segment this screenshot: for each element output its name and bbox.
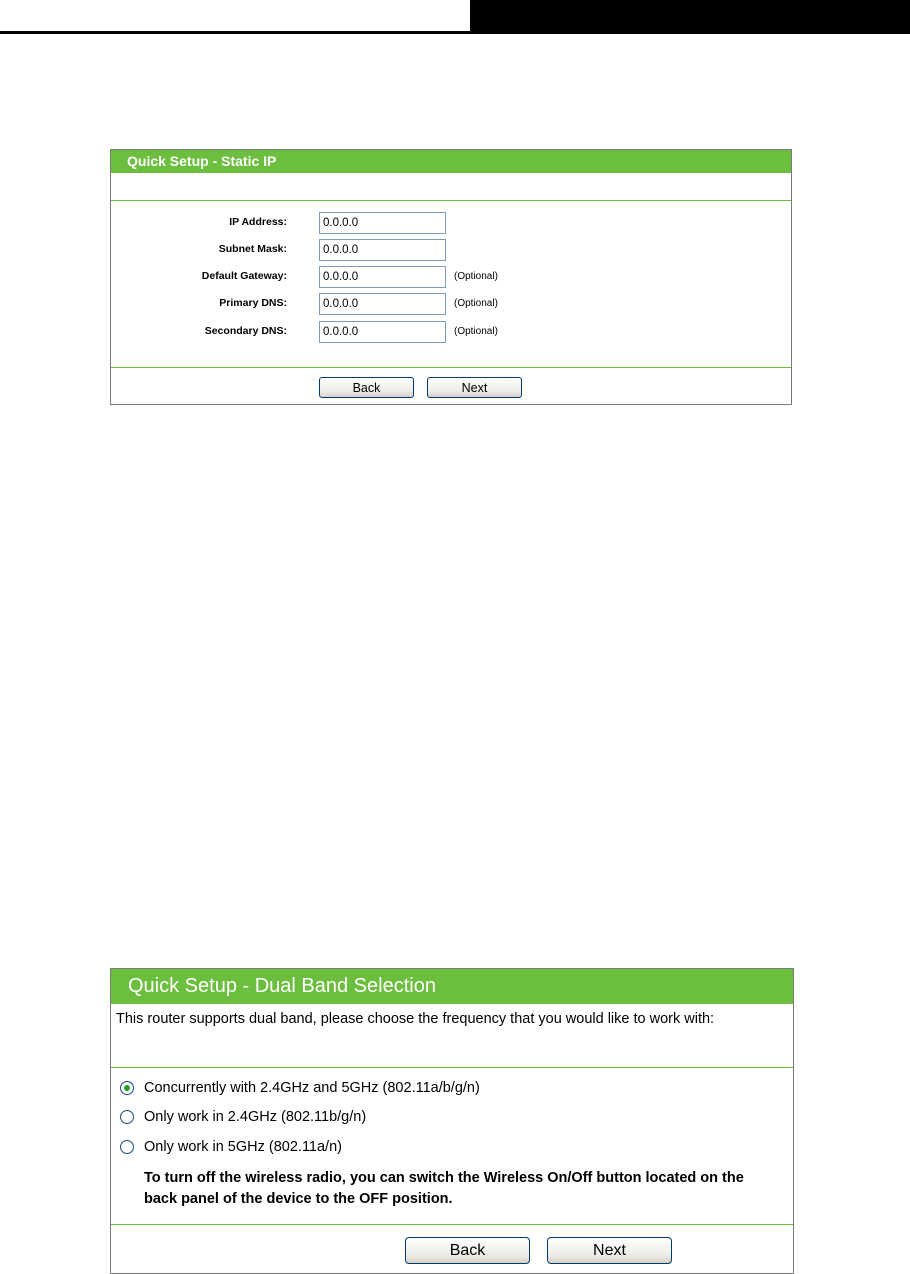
page-header-bar bbox=[470, 0, 910, 34]
radio-5ghz[interactable] bbox=[120, 1140, 134, 1154]
option-24ghz[interactable] bbox=[120, 1108, 366, 1126]
static-ip-panel bbox=[110, 149, 792, 405]
option-5ghz-label: Only work in 5GHz (802.11a/n) bbox=[144, 1139, 342, 1155]
primary-dns-label: Primary DNS: bbox=[219, 297, 287, 309]
dual-band-back-button[interactable]: Back bbox=[405, 1237, 530, 1264]
dual-band-footer bbox=[111, 1225, 793, 1273]
subnet-mask-row bbox=[111, 239, 791, 261]
secondary-dns-label: Secondary DNS: bbox=[204, 325, 287, 337]
option-24ghz-label: Only work in 2.4GHz (802.11b/g/n) bbox=[144, 1109, 367, 1125]
option-5ghz[interactable] bbox=[120, 1138, 342, 1156]
page-header-rule bbox=[0, 31, 470, 34]
static-ip-next-button[interactable]: Next bbox=[427, 377, 522, 398]
dual-band-panel bbox=[110, 968, 794, 1274]
ip-address-input[interactable] bbox=[319, 212, 446, 234]
default-gateway-row bbox=[111, 266, 791, 288]
dual-band-intro: This router supports dual band, please choose the frequency that you would like to work with: bbox=[111, 1004, 793, 1068]
primary-dns-optional: (Optional) bbox=[454, 298, 498, 309]
radio-concurrent[interactable] bbox=[120, 1081, 134, 1095]
default-gateway-input[interactable] bbox=[319, 266, 446, 288]
primary-dns-row bbox=[111, 293, 791, 315]
subnet-mask-input[interactable] bbox=[319, 239, 446, 261]
subnet-mask-label: Subnet Mask: bbox=[218, 243, 287, 255]
default-gateway-optional: (Optional) bbox=[454, 271, 498, 282]
secondary-dns-row bbox=[111, 321, 791, 343]
wireless-off-note: To turn off the wireless radio, you can switch the Wireless On/Off button located on the back panel of the device to the OFF position. bbox=[144, 1170, 744, 1207]
ip-address-row bbox=[111, 212, 791, 234]
secondary-dns-input[interactable] bbox=[319, 321, 446, 343]
static-ip-footer bbox=[111, 368, 791, 405]
static-ip-spacer bbox=[111, 173, 791, 201]
ip-address-label: IP Address: bbox=[229, 216, 287, 228]
radio-24ghz[interactable] bbox=[120, 1110, 134, 1124]
option-concurrent-label: Concurrently with 2.4GHz and 5GHz (802.11a/b/g/n) bbox=[144, 1080, 480, 1096]
default-gateway-label: Default Gateway: bbox=[201, 270, 287, 282]
static-ip-fields bbox=[111, 201, 791, 368]
dual-band-title: Quick Setup - Dual Band Selection bbox=[111, 969, 793, 1004]
radio-selected-dot bbox=[124, 1085, 130, 1091]
option-concurrent[interactable] bbox=[120, 1079, 480, 1097]
dual-band-options bbox=[111, 1068, 793, 1225]
secondary-dns-optional: (Optional) bbox=[454, 326, 498, 337]
static-ip-title: Quick Setup - Static IP bbox=[111, 150, 791, 173]
dual-band-next-button[interactable]: Next bbox=[547, 1237, 672, 1264]
static-ip-back-button[interactable]: Back bbox=[319, 377, 414, 398]
primary-dns-input[interactable] bbox=[319, 293, 446, 315]
